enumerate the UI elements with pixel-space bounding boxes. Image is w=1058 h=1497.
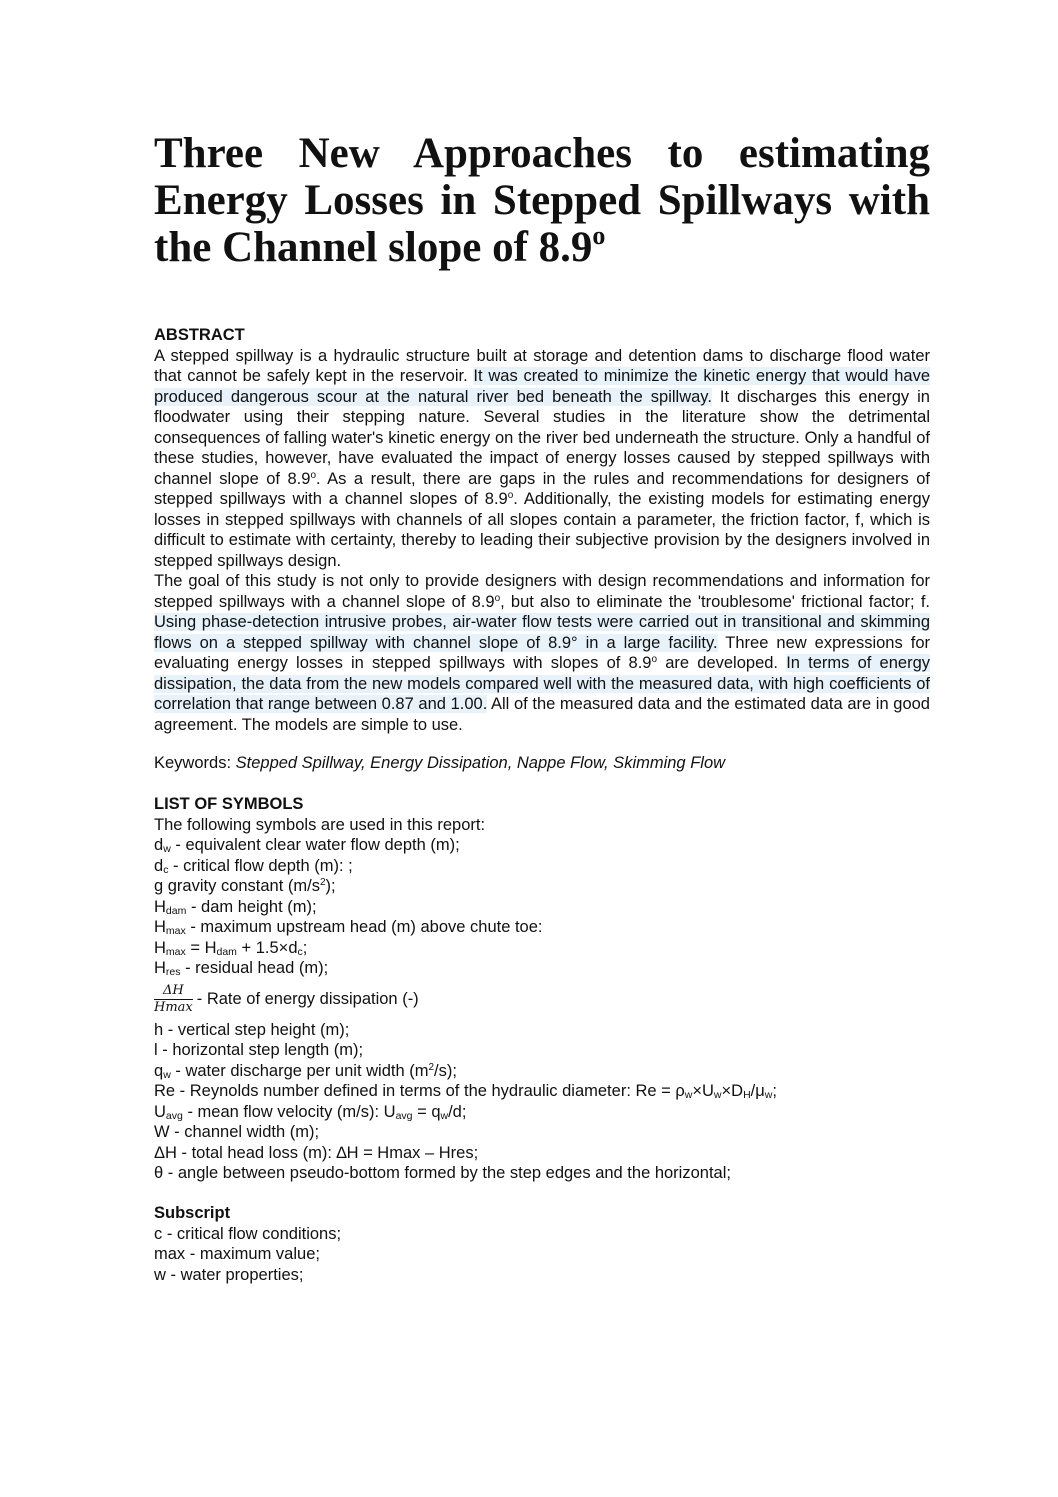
symbol-hdam: $H_{dam}$ - dam height (m);	[154, 897, 317, 917]
symbol-hres: $H_{res}$ - residual head (m);	[154, 959, 329, 978]
abstract-paragraph-1: A stepped spillway is a hydraulic structure built at storage and detention dams to discharge flood water that cannot be safely kept in the reservoir. It was created to minimize the kinetic energy that would have produced dangerous scour at the natural river bed beneath the spillway. It discharges this energy in floodwater using their stepping nature. Several studies in the literature show the detrimental consequences of falling water's kinetic energy on the river bed underneath the structure. Only a handful of these studies, however, have evaluated the impact of energy losses caused by stepped spillways with channel slope of 8.9$^o$. As a result, there are gaps in the rules and recommendations for designers of stepped spillways with a channel slopes of 8.9$^o$. Additionally, the existing models for estimating energy losses in stepped spillways with channels of all slopes contain a parameter, the friction factor, f, which is difficult to estimate with certainty, thereby to leading their subjective provision by the designers involved in stepped spillways design.	[154, 346, 930, 570]
symbols-heading: LIST OF SYMBOLS	[154, 795, 304, 813]
symbol-qw: $q_w$ - water discharge per unit width $(m^2/s)$;	[154, 1061, 457, 1081]
symbol-w: W - channel width (m);	[154, 1123, 320, 1141]
symbols-intro: The following symbols are used in this report:	[154, 815, 486, 834]
paper-title	[154, 130, 930, 271]
symbol-l: l - horizontal step length (m);	[154, 1041, 364, 1059]
abstract-paragraph-2: The goal of this study is not only to provide designers with design recommendations and information for stepped spillways with a channel slope of 8.9$^o$, but also to eliminate the 'troublesome' frictional factor; f. Using phase-detection intrusive probes, air-water flow tests were carried out in transitional and skimming flows on a stepped spillway with channel slope of 8.9° in a large facility. Three new expressions for evaluating energy losses in stepped spillways with slopes of 8.9$^o$ are developed. In terms of energy dissipation, the data from the new models compared well with the measured data, with high coefficients of correlation that range between 0.87 and 1.00. All of the measured data and the estimated data are in good agreement. The models are simple to use.	[154, 572, 930, 734]
subscript-c: c - critical flow conditions;	[154, 1224, 342, 1243]
title-degree: o	[592, 221, 606, 250]
symbol-g: g gravity constant $(m/s^2)$;	[154, 877, 336, 895]
symbol-delta-h: ΔH - total head loss (m): ∆H = Hmax – Hres;	[154, 1143, 479, 1162]
highlighted-text: It was created to minimize the kinetic energy that would have produced dangerous scour at the natural river bed beneath the spillway.	[154, 367, 930, 406]
symbol-energy-ratio: $\frac{\Delta H}{Hmax}$ - Rate of energy dissipation (-)	[154, 982, 419, 1015]
symbol-uavg: $U_{avg}$ - mean flow velocity (m/s): $U_{avg} = q_w/d$;	[154, 1102, 467, 1122]
symbol-theta: θ - angle between pseudo-bottom formed by the step edges and the horizontal;	[154, 1164, 731, 1182]
symbol-re: Re - Reynolds number defined in terms of the hydraulic diameter: $Re = \rho_w\times U_w\times D_H/\mu_w$;	[154, 1082, 777, 1101]
equation-hmax: $H_{max} = H_{dam} + 1.5\times d_c$;	[154, 938, 308, 958]
abstract-section	[154, 325, 930, 735]
title-text: Three New Approaches to estimating Energy Losses in Stepped Spillways with the Channel slope of 8.9	[154, 130, 930, 271]
highlighted-text: Using phase-detection intrusive probes, air-water flow tests were carried out in transitional and skimming flows on a stepped spillway with channel slope of 8.9° in a large facility.	[154, 613, 930, 652]
fraction: $\frac{\Delta H}{Hmax}$	[154, 982, 193, 1015]
symbol-dc: $d_c$ - critical flow depth (m): ;	[154, 856, 353, 876]
symbols-section	[154, 794, 930, 1184]
highlighted-text: In terms of energy dissipation, the data from the new models compared well with the measured data, with high coefficients of correlation that range between 0.87 and 1.00.	[154, 654, 930, 713]
subscript-w: w - water properties;	[154, 1265, 304, 1284]
keywords-line: Keywords: Stepped Spillway, Energy Dissipation, Nappe Flow, Skimming Flow	[154, 754, 726, 772]
symbol-h: h - vertical step height (m);	[154, 1020, 350, 1039]
abstract-heading: ABSTRACT	[154, 326, 245, 344]
keywords-value: Stepped Spillway, Energy Dissipation, Nappe Flow, Skimming Flow	[235, 754, 726, 772]
subscript-section	[154, 1203, 930, 1285]
subscript-heading: Subscript	[154, 1204, 231, 1222]
symbol-dw: $d_w$ - equivalent clear water flow depth (m);	[154, 836, 460, 855]
symbol-hmax: $H_{max}$ - maximum upstream head (m) above chute toe:	[154, 918, 543, 937]
subscript-max: max - maximum value;	[154, 1245, 320, 1263]
